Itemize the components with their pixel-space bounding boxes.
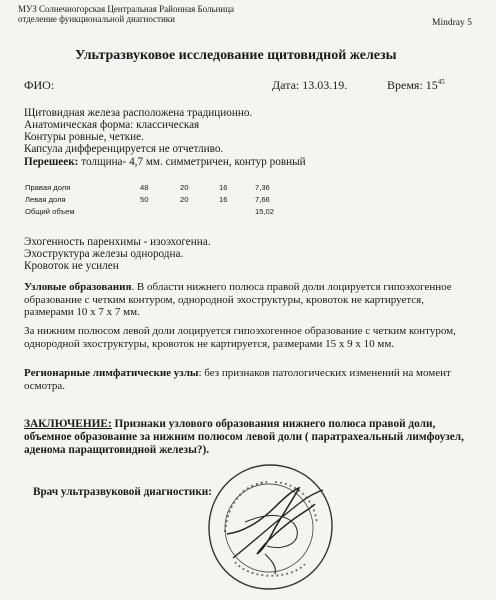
date-value: 13.03.19. <box>302 78 348 92</box>
isthmus-text-b: 4,7 мм. симметричен, контур <box>129 156 267 168</box>
isthmus-label: Перешеек: <box>24 156 79 168</box>
cell: 7,66 <box>255 195 270 204</box>
stamp-seal <box>205 462 335 592</box>
finding-form: Анатомическая форма: классическая <box>24 119 200 131</box>
conclusion-label: ЗАКЛЮЧЕНИЕ: <box>24 418 112 430</box>
cell: 48 <box>140 183 149 192</box>
cell: 20 <box>180 195 189 204</box>
nodules-paragraph-1 <box>24 281 474 319</box>
time-hour: 15 <box>425 78 438 92</box>
time-label: Время: <box>387 78 423 92</box>
date-label: Дата: <box>272 78 300 92</box>
time-field <box>387 79 445 91</box>
institution-name: МУЗ Солнечногорская Центральная Районная Больница <box>18 4 235 14</box>
row-label-left-lobe: Левая доля <box>25 195 66 204</box>
nodules-text-1: . В области нижнего полюса правой доли лоцируется гипоэхогенное образование с четким контуром, однородной эхоструктуры, кровоток не картируется, размерами 10 х 7 х 7 мм. <box>24 281 452 319</box>
conclusion-text: Признаки узлового образования нижнего полюса правой доли, объемное образование за нижним полюсом левой доли ( паратрахеальный лимфоузел, аденома паращитовидной железы?). <box>24 418 464 456</box>
report-title: Ультразвуковое исследование щитовидной железы <box>75 48 397 63</box>
nodules-paragraph-2: За нижним полюсом левой доли лоцируется гипоэхогенное образование с четким контуром, однородной эхоструктуры, кровоток не картируется, размерами 15 х 9 х 10 мм. <box>24 325 456 350</box>
finding-capsule: Капсула дифференцируется не отчетливо. <box>24 143 224 155</box>
finding-contours: Контуры ровные, четкие. <box>24 131 144 143</box>
time-minutes: 45 <box>437 78 445 86</box>
isthmus-text-c: ровный <box>269 156 306 168</box>
lymph-label: Регионарные лимфатические узлы <box>24 367 199 379</box>
cell: 7,36 <box>255 183 270 192</box>
date-field <box>272 79 347 91</box>
department-name: отделение функциональной диагностики <box>18 14 175 24</box>
row-label-right-lobe: Правая доля <box>25 183 71 192</box>
finding-location: Щитовидная железа расположена традиционно. <box>24 107 253 119</box>
cell: 16 <box>219 195 228 204</box>
doctor-label: Врач ультразвуковой диагностики: <box>33 486 212 498</box>
cell: 15,02 <box>255 207 275 216</box>
echo-structure: Эхоструктура железы однородна. <box>24 248 184 260</box>
row-label-total-volume: Общий объем <box>25 207 75 216</box>
isthmus-line <box>24 156 306 168</box>
blood-flow: Кровоток не усилен <box>24 260 119 272</box>
cell: 16 <box>219 183 228 192</box>
lymph-text: : без признаков патологических изменений на момент осмотра. <box>24 367 451 392</box>
stamp-text-arc <box>225 482 267 532</box>
lymph-nodes-paragraph <box>24 367 464 392</box>
conclusion-paragraph <box>24 418 479 457</box>
isthmus-text-a: толщина- <box>81 156 127 168</box>
nodules-label: Узловые образования <box>24 281 132 293</box>
device-name: Mindray 5 <box>432 18 472 28</box>
cell: 50 <box>140 195 149 204</box>
handwritten-signature <box>227 488 323 574</box>
fio-label: ФИО: <box>24 78 55 92</box>
cell: 20 <box>180 183 189 192</box>
echo-density: Эхогенность паренхимы - изоэхогенна. <box>24 236 211 248</box>
